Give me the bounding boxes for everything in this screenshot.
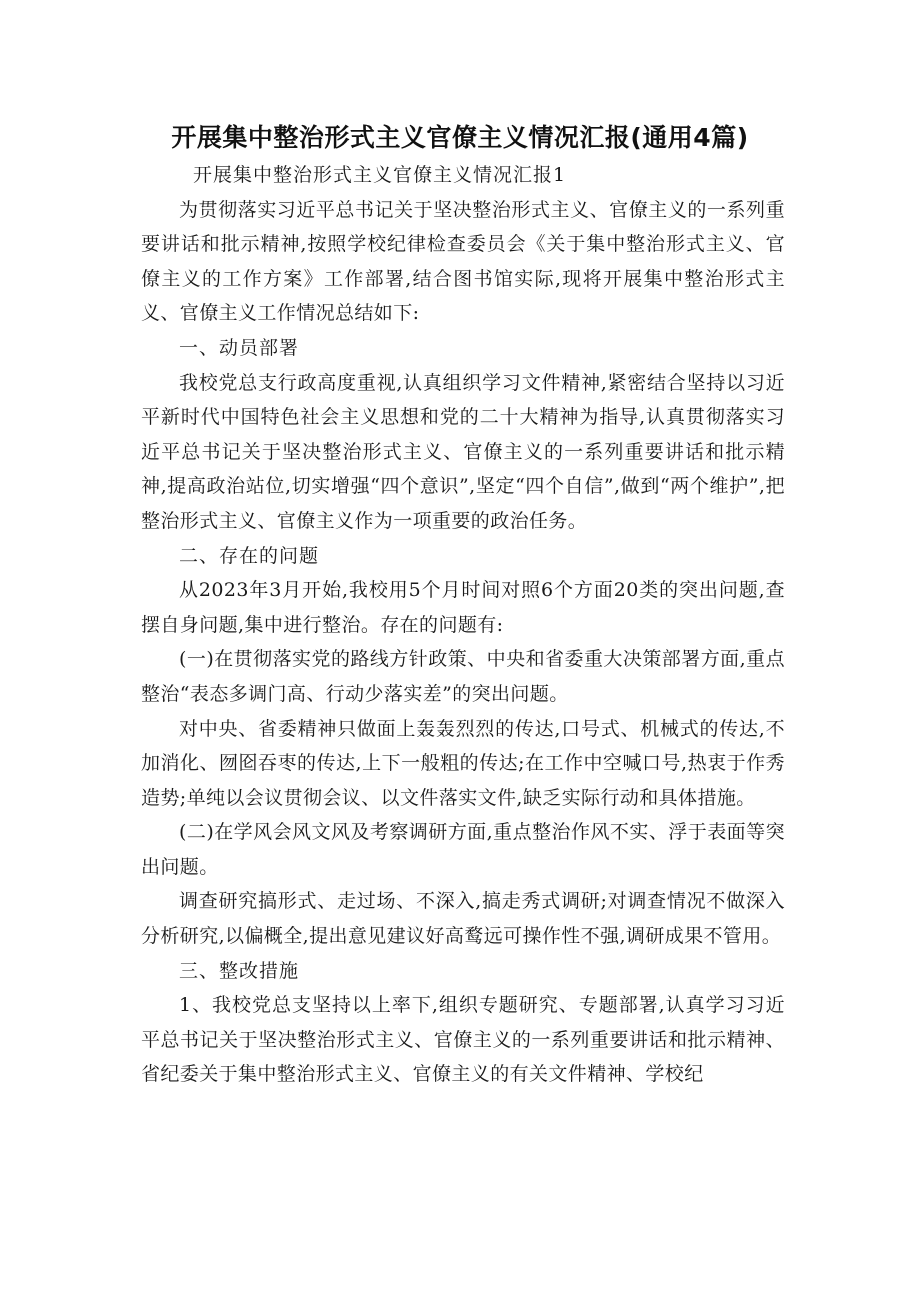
section-heading-problems: 二、存在的问题 (179, 544, 320, 567)
problem-item-1-body: 对中央、省委精神只做面上轰轰烈烈的传达,口号式、机械式的传达,不加消化、囫囵吞枣的传达,上下一般粗的传达;在工作中空喊口号,热衷于作秀造势;单纯以会议贯彻会议、以文件落实文件,缺乏实际行动和具体措施。 (141, 717, 785, 809)
intro-paragraph: 为贯彻落实习近平总书记关于坚决整治形式主义、官僚主义的一系列重要讲话和批示精神,按照学校纪律检查委员会《关于集中整治形式主义、官僚主义的工作方案》工作部署,结合图书馆实际,现将开展集中整治形式主义、官僚主义工作情况总结如下: (141, 198, 785, 325)
section-heading-mobilization: 一、动员部署 (179, 336, 300, 359)
section-intro-problems: 从2023年3月开始,我校用5个月时间对照6个方面20类的突出问题,查摆自身问题,集中进行整治。存在的问题有: (141, 579, 785, 636)
problem-item-2-heading: (二)在学风会风文风及考察调研方面,重点整治作风不实、浮于表面等突出问题。 (141, 821, 785, 878)
rectification-item-1: 1、我校党总支坚持以上率下,组织专题研究、专题部署,认真学习习近平总书记关于坚决整治形式主义、官僚主义的一系列重要讲话和批示精神、省纪委关于集中整治形式主义、官僚主义的有关文件精神、学校纪 (141, 994, 785, 1086)
document-body (141, 158, 785, 1092)
problem-item-2-body: 调查研究搞形式、走过场、不深入,搞走秀式调研;对调查情况不做深入分析研究,以偏概全,提出意见建议好高鹜远可操作性不强,调研成果不管用。 (141, 890, 785, 948)
document-title: 开展集中整治形式主义官僚主义情况汇报(通用4篇) (171, 123, 749, 152)
section-body-mobilization: 我校党总支行政高度重视,认真组织学习文件精神,紧密结合坚持以习近平新时代中国特色社会主义思想和党的二十大精神为指导,认真贯彻落实习近平总书记关于坚决整治形式主义、官僚主义的一系列重要讲话和批示精神,提高政治站位,切实增强“四个意识”,坚定“四个自信”,做到“两个维护”,把整治形式主义、官僚主义作为一项重要的政治任务。 (141, 371, 785, 532)
problem-item-1-heading: (一)在贯彻落实党的路线方针政策、中央和省委重大决策部署方面,重点整治“表态多调门高、行动少落实差”的突出问题。 (141, 648, 785, 705)
section-heading-rectification: 三、整改措施 (179, 959, 300, 982)
document-subtitle: 开展集中整治形式主义官僚主义情况汇报1 (193, 164, 567, 186)
